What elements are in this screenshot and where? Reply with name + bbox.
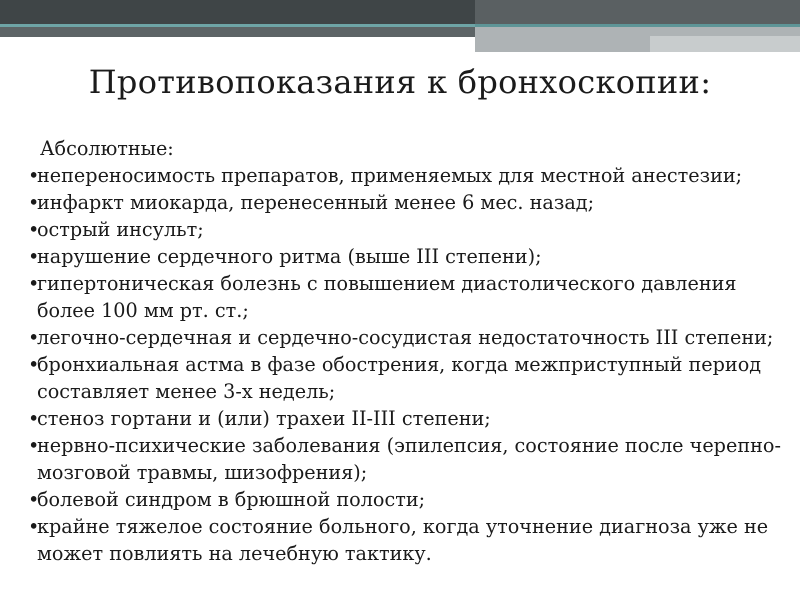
list-item [28,270,788,324]
list-item [28,405,788,432]
slide-title: Противопоказания к бронхоскопии: [88,63,712,101]
list-item [28,324,788,351]
bullet-icon: • [28,515,40,538]
list-item [28,216,788,243]
bullet-icon: • [28,164,40,187]
bullet-icon: • [28,353,40,376]
header-right-teal-line [475,24,800,27]
list-item-text: острый инсульт; [37,218,204,241]
bullet-icon: • [28,272,40,295]
bullet-icon: • [28,326,40,349]
bullet-icon: • [28,434,40,457]
header-right-block-top [475,0,800,24]
list-item-text: бронхиальная астма в фазе обострения, когда межприступный период составляет менее 3-х недель; [37,353,762,403]
list-item-text: крайне тяжелое состояние больного, когда уточнение диагноза уже не может повлиять на лечебную тактику. [37,515,769,565]
slide-content [28,135,788,567]
list-item-text: стеноз гортани и (или) трахеи II-III степени; [37,407,491,430]
bullet-icon: • [28,191,40,214]
list-item [28,189,788,216]
bullet-icon: • [28,245,40,268]
list-item [28,486,788,513]
list-item-text: нервно-психические заболевания (эпилепсия, состояние после черепно-мозговой травмы, шизофрения); [37,434,781,484]
bullet-icon: • [28,488,40,511]
bullet-list [28,162,788,567]
list-item-text: болевой синдром в брюшной полости; [37,488,426,511]
list-item-text: инфаркт миокарда, перенесенный менее 6 мес. назад; [37,191,595,214]
list-item [28,243,788,270]
header-right-accent [650,36,800,52]
section-heading: Абсолютные: [40,137,174,160]
bullet-icon: • [28,218,40,241]
bullet-icon: • [28,407,40,430]
list-item-text: непереносимость препаратов, применяемых для местной анестезии; [37,164,743,187]
list-item-text: легочно-сердечная и сердечно-сосудистая недостаточность III степени; [37,326,774,349]
list-item [28,432,788,486]
list-item [28,513,788,567]
list-item-text: гипертоническая болезнь с повышением диастолического давления более 100 мм рт. ст.; [37,272,737,322]
list-item [28,351,788,405]
list-item [28,162,788,189]
list-item-text: нарушение сердечного ритма (выше III степени); [37,245,542,268]
